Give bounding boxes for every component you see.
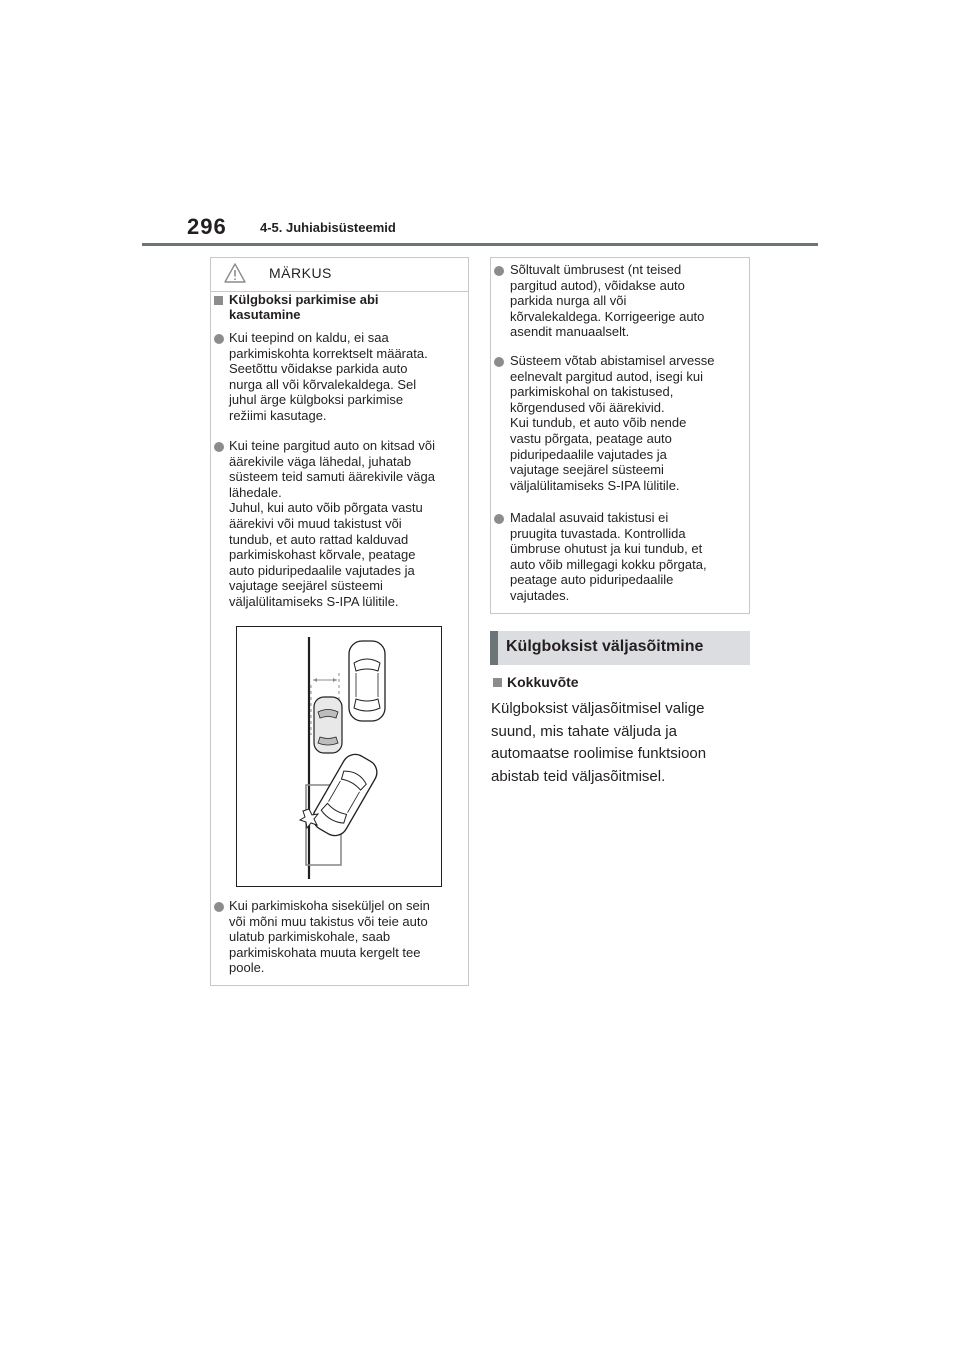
subheading-square-icon	[214, 296, 223, 305]
notice-bullet-3: Kui parkimiskoha siseküljel on sein või mõni muu takistus või teie auto ulatub parkimiskohale, saab parkimiskohata muuta kergelt tee poole.	[229, 898, 430, 976]
bullet-icon	[494, 266, 504, 276]
notice-continued-bullet-3: Madalal asuvaid takistusi ei pruugita tuvastada. Kontrollida ümbruse ohutust ja kui tundub, et auto võib millegagi kokku põrgata, peatage auto piduripedaalile vajutades.	[510, 510, 707, 603]
bullet-icon	[494, 514, 504, 524]
parking-diagram-svg	[237, 627, 441, 886]
warning-triangle-icon	[223, 262, 247, 284]
maneuvering-car	[308, 750, 381, 841]
notice-subheading: Külgboksi parkimise abi kasutamine	[229, 292, 379, 322]
header-rule	[142, 243, 818, 246]
page-number: 296	[187, 214, 227, 239]
notice-label: MÄRKUS	[269, 265, 332, 281]
notice-continued-bullet-1: Sõltuvalt ümbrusest (nt teised pargitud autod), võidakse auto parkida nurga all või kõrvalekaldega. Korrigeerige auto asendit manuaalselt.	[510, 262, 705, 340]
section-heading-text: Külgboksist väljasõitmine	[506, 638, 704, 655]
parked-car-gray	[314, 697, 342, 753]
notice-box-continued	[490, 257, 750, 614]
section-title: 4-5. Juhiabisüsteemid	[260, 220, 396, 235]
parking-illustration	[236, 626, 442, 887]
bullet-icon	[214, 902, 224, 912]
summary-heading: Kokkuvõte	[507, 674, 579, 690]
notice-bullet-1: Kui teepind on kaldu, ei saa parkimiskohta korrektselt määrata. Seetõttu võidakse parkida auto nurga all või kõrvalekaldega. Sel juhul ärge külgboksi parkimise režiimi kasutage.	[229, 330, 428, 423]
bullet-icon	[214, 334, 224, 344]
parked-car-top	[349, 641, 385, 721]
summary-body: Külgboksist väljasõitmisel valige suund, mis tahate väljuda ja automaatse roolimise funktsioon abistab teid väljasõitmisel.	[491, 700, 707, 785]
summary-square-icon	[493, 678, 502, 687]
notice-header	[211, 258, 468, 292]
bullet-icon	[494, 357, 504, 367]
notice-bullet-2: Kui teine pargitud auto on kitsad või äärekivile väga lähedal, juhatab süsteem teid samuti äärekivile väga lähedale. Juhul, kui auto võib põrgata vastu äärekivi või muud takistust või tundub, et auto rattad kalduvad parkimiskohast kõrvale, peatage auto piduripedaalile vajutades ja vajutage seejärel süsteemi väljalülitamiseks S-IPA lülitile.	[229, 438, 435, 609]
bullet-icon	[214, 442, 224, 452]
section-heading	[490, 631, 750, 665]
section-heading-bar	[490, 631, 498, 665]
notice-continued-bullet-2: Süsteem võtab abistamisel arvesse eelnevalt pargitud autod, isegi kui parkimiskohal on takistused, kõrgendused või äärekivid. Kui tundub, et auto võib nende vastu põrgata, peatage auto piduripedaalile vajutades ja vajutage seejärel süsteemi väljalülitamiseks S-IPA lülitile.	[510, 353, 715, 493]
